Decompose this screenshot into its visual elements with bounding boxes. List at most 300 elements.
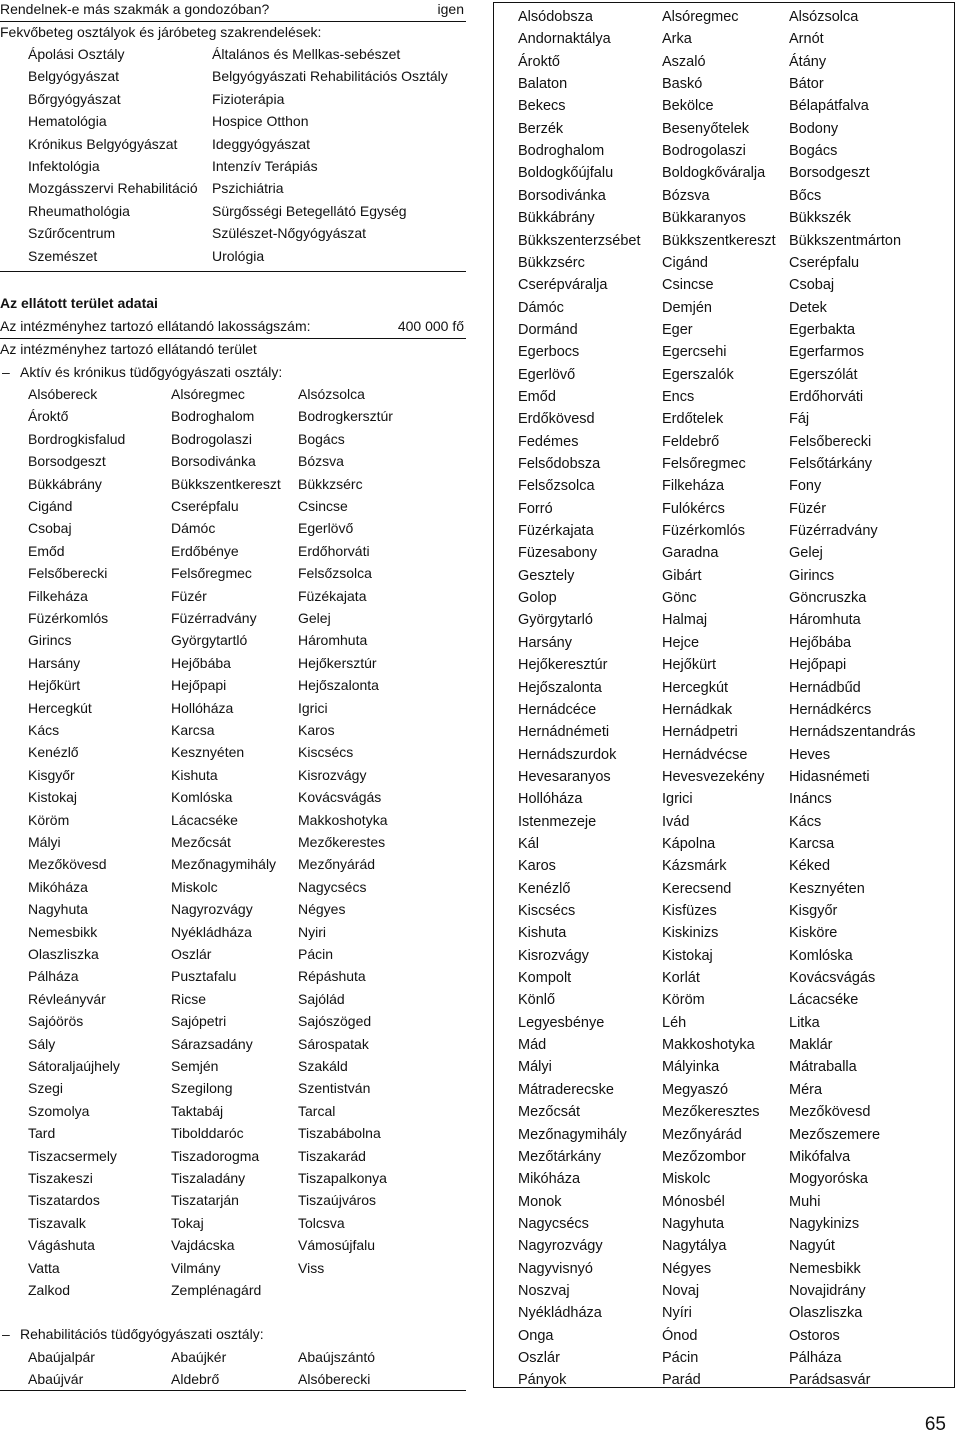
table-row [494,140,954,162]
list-item: Sárospatak [298,1035,369,1052]
list-item: Borsodgeszt [28,453,106,470]
list-item: Mezőzombor [662,1148,746,1165]
list-item: Feldebrő [662,433,720,450]
list-item: Mezőtárkány [518,1148,602,1165]
list-item: Mezőkövesd [28,856,107,873]
table-row [494,1369,954,1391]
list-item: Felsőzsolca [518,478,595,495]
list-item: Komlóska [171,789,233,806]
dash: – [2,364,10,380]
list-item: Hollóháza [518,791,583,808]
list-item: Hernádszentandrás [789,724,916,741]
list-item: Füzérradvány [789,523,878,540]
list-item: Megyaszó [662,1081,729,1098]
list-item: Mónosbél [662,1193,725,1210]
list-item: Szegi [28,1080,64,1097]
list-item: Bátor [789,76,824,93]
list-item: Mezőcsát [518,1104,581,1121]
list-item: Ónod [662,1327,698,1344]
table-row [494,855,954,877]
list-item: Bogács [298,430,345,447]
list-item: Szomolya [28,1102,90,1119]
list-item: Fulókércs [662,500,725,517]
active-label: Aktív és krónikus tüdőgyógyászati osztály: [20,364,283,380]
list-item: Alsózsolca [789,9,859,25]
list-item: Fedémes [518,433,579,450]
list-item: Sárazsadány [171,1035,253,1052]
list-item: Borsodivánka [518,187,606,204]
list-item: Felsőregmec [662,456,746,472]
list-item: Felsőberecki [28,565,108,582]
list-item: Dámóc [171,520,216,537]
list-item: Tolcsva [298,1214,345,1231]
list-item: Györgytarló [518,612,593,629]
list-item: Gibárt [662,567,702,584]
list-item: Hidasnémeti [789,768,870,785]
list-item: Kisgyőr [789,903,838,919]
right-town-box [493,2,955,1388]
list-item: Mezőszemere [789,1126,881,1143]
list-item: Kiscsécs [518,903,576,919]
list-item: Fizioterápia [212,90,285,107]
list-item: Olaszliszka [28,946,99,962]
table-row [494,207,954,229]
list-item: Tiszavalk [28,1214,86,1231]
list-item: Kázsmárk [662,858,727,875]
list-item: Bőcs [789,187,822,204]
list-item: Hematológia [28,113,107,130]
list-item: Répáshuta [298,968,366,985]
list-item: Komlóska [789,947,853,964]
list-item: Nagycsécs [298,878,367,895]
list-item: Kisrozvágy [298,766,367,783]
list-item: Általános és Mellkas-sebészet [212,46,401,62]
list-item: Ináncs [789,791,832,808]
list-item: Maklár [789,1037,833,1054]
list-item: Detek [789,299,827,316]
list-item: Füzér [171,587,207,604]
list-item: Göncruszka [789,590,867,607]
list-item: Méra [789,1081,823,1098]
list-item: Alsóregmec [171,386,245,402]
list-item: Filkeháza [662,478,725,495]
list-item: Emőd [28,542,65,559]
list-item: Hernádszurdok [518,746,617,763]
table-row [494,408,954,430]
list-item: Berzék [518,120,564,137]
list-item: Kiskinizs [662,925,719,942]
list-item: Mikófalva [789,1148,851,1165]
list-item: Besenyőtelek [662,120,750,137]
table-row [494,28,954,50]
list-item: Encs [662,388,695,405]
list-item: Erdőkövesd [518,411,595,428]
list-item: Zalkod [28,1282,71,1298]
table-row [494,431,954,453]
list-item: Miskolc [662,1171,711,1188]
list-item: Egerszalók [662,366,734,383]
list-item: Urológia [212,247,265,264]
list-item: Halmaj [662,612,708,629]
table-row [494,1235,954,1257]
list-item: Erdőhorváti [298,542,370,559]
list-item: Hollóháza [171,699,234,716]
list-item: Vilmány [171,1259,221,1276]
table-row [494,677,954,699]
list-item: Boldogkőújfalu [518,165,614,182]
intro-question: Rendelnek-e más szakmák a gondozóban? [0,1,270,17]
list-item: Tiszakeszi [28,1170,93,1186]
list-item: Karos [518,858,556,875]
list-item: Vajdácska [171,1237,235,1254]
list-item: Felsődobsza [518,456,601,472]
list-item: Szemészet [28,247,98,264]
list-item: Nemesbikk [789,1260,861,1277]
list-item: Heves [789,746,831,763]
list-item: Pálháza [28,968,79,985]
list-item: Demjén [662,299,712,316]
list-item: Füzékajata [298,587,367,604]
list-item: Háromhuta [298,632,368,649]
list-item: Cserépfalu [171,498,239,514]
list-item: Felsőtárkány [789,456,873,472]
list-item: Rheumathológia [28,202,130,219]
list-item: Hejőbába [171,654,231,671]
list-item: Tard [28,1125,56,1142]
list-item: Tiszatardos [28,1192,100,1209]
list-item: Hevesvezekény [662,768,765,785]
list-item: Nagyhuta [662,1215,725,1232]
list-item: Girincs [28,632,72,649]
list-item: Alsóberecki [298,1371,371,1388]
list-item: Noszvaj [518,1282,570,1299]
list-item: Mezőnyárád [662,1126,742,1143]
list-item: Kovácsvágás [298,789,382,806]
list-item: Taktabáj [171,1102,224,1119]
table-row [494,1012,954,1034]
list-item: Borsodivánka [171,453,256,470]
list-item: Makkoshotyka [662,1037,755,1054]
table-row [494,542,954,564]
table-row [494,989,954,1011]
list-item: Sajószöged [298,1013,372,1030]
list-item: Parádsasvár [789,1372,871,1389]
table-row [494,1258,954,1280]
list-item: Léh [662,1014,687,1031]
list-item: Szülészet-Nőgyógyászat [212,225,367,242]
list-item: Egerszólát [789,366,858,383]
list-item: Kápolna [662,835,716,852]
list-item: Csincse [298,498,348,514]
divider [0,21,466,22]
list-item: Vámosújfalu [298,1237,376,1254]
list-item: Egerbocs [518,344,580,361]
list-item: Négyes [662,1260,712,1277]
list-item: Krónikus Belgyógyászat [28,135,178,152]
list-item: Füzérkomlós [28,610,109,626]
table-row [494,252,954,274]
list-item: Mezőcsát [171,834,231,850]
list-item: Belgyógyászati Rehabilitációs Osztály [212,68,448,85]
list-item: Bodrogkersztúr [298,408,393,425]
list-item: Bélapátfalva [789,98,869,115]
list-item: Tiszakarád [298,1147,366,1164]
list-item: Hernádpetri [662,724,738,741]
list-item: Gönc [662,590,697,607]
list-item: Kishuta [518,925,567,942]
divider [0,271,466,272]
list-item: Nagyhuta [28,901,88,918]
list-item: Átány [789,53,827,70]
table-row [494,1034,954,1056]
list-item: Egerlövő [298,520,354,537]
list-item: Forró [518,500,553,517]
list-item: Mályi [28,834,61,850]
list-item: Mád [518,1037,547,1054]
list-item: Harsány [518,634,572,651]
list-item: Egerbakta [789,321,856,338]
list-item: Bodrogolaszi [171,430,252,447]
list-item: Kisgyőr [28,766,75,783]
list-item: Kács [28,722,60,738]
table-row [494,1124,954,1146]
table-row [494,1101,954,1123]
list-item: Kisköre [789,925,838,942]
list-item: Bodroghalom [171,408,255,425]
list-item: Kenézlő [28,744,79,761]
list-item: Mezőkövesd [789,1104,871,1121]
list-item: Mátraballa [789,1059,857,1076]
list-item: Harsány [28,654,81,671]
list-item: Novajidrány [789,1282,866,1299]
list-item: Aszaló [662,53,706,70]
table-row [494,51,954,73]
list-item: Szűrőcentrum [28,225,116,242]
list-item: Mezőkerestes [298,834,386,850]
list-item: Sály [28,1035,56,1052]
list-item: Lácacséke [789,992,859,1009]
list-item: Gelej [789,545,823,562]
table-row [494,386,954,408]
table-row [494,654,954,676]
list-item: Sátoraljaújhely [28,1058,120,1074]
list-item: Csincse [662,277,714,294]
list-item: Bükkszentkereszt [662,232,776,249]
list-item: Pusztafalu [171,968,237,985]
list-item: Infektológia [28,158,100,174]
list-item: Oszlár [518,1350,560,1366]
list-item: Könlő [518,992,556,1009]
list-item: Pálháza [789,1350,842,1366]
table-row [494,297,954,319]
list-item: Hejőkürt [662,657,716,674]
list-item: Monok [518,1193,562,1210]
list-item: Mezőnagymihály [171,856,277,873]
divider [0,338,466,339]
list-item: Hejőkersztúr [298,654,377,671]
list-item: Bekecs [518,98,566,115]
list-item: Alsózsolca [298,386,365,402]
list-item: Bózsva [298,453,344,470]
list-item: Egerlövő [518,366,576,383]
list-item: Arka [662,31,692,48]
table-row [494,118,954,140]
list-item: Hernádvécse [662,746,748,763]
list-item: Pácin [298,946,334,962]
list-item: Baskó [662,76,703,93]
list-item: Mályi [518,1059,552,1076]
table-row [494,498,954,520]
table-row [494,967,954,989]
list-item: Abaújszántó [298,1349,376,1365]
list-item: Tiszabábolna [298,1125,381,1142]
list-item: Ostoros [789,1327,840,1344]
list-item: Olaszliszka [789,1305,863,1322]
list-item: Viss [298,1259,325,1276]
list-item: Tiszaújváros [298,1192,377,1209]
list-item: Tiszaladány [171,1170,246,1186]
list-item: Hejőkürt [28,677,81,694]
list-item: Négyes [298,901,346,918]
list-item: Hercegkút [662,679,729,696]
list-item: Cigánd [28,498,73,514]
list-item: Bodony [789,120,839,137]
list-item: Felsőzsolca [298,565,372,582]
list-item: Mezőnagymihály [518,1126,627,1143]
list-item: Kistokaj [28,789,78,806]
list-item: Mályinka [662,1059,720,1076]
table-row [494,788,954,810]
table-row [494,1146,954,1168]
table-row [494,945,954,967]
intro-answer: igen [437,1,464,17]
table-row [494,1079,954,1101]
list-item: Bükkszentmárton [789,232,902,249]
list-item: Karcsa [789,835,835,852]
divider [0,1390,466,1391]
list-item: Erdőbénye [171,542,239,559]
list-item: Belgyógyászat [28,68,120,85]
list-item: Tiszatarján [171,1192,239,1209]
list-item: Bükkszentkereszt [171,475,281,492]
table-row [494,1302,954,1324]
intro-row [0,0,466,18]
wards-heading: Fekvőbeteg osztályok és járóbeteg szakrendelések: [0,24,322,40]
list-item: Hernádcéce [518,701,597,718]
population-label: Az intézményhez tartozó ellátandó lakosságszám: [0,318,311,334]
list-item: Bükkábrány [28,475,102,492]
list-item: Köröm [28,811,70,828]
table-row [494,1325,954,1347]
list-item: Kisrozvágy [518,947,589,964]
list-item: Szakáld [298,1058,348,1074]
list-item: Kisfüzes [662,903,717,919]
list-item: Cserépváralja [518,277,608,294]
list-item: Bodrogolaszi [662,143,746,160]
table-row [494,833,954,855]
list-item: Ideggyógyászat [212,135,311,152]
list-item: Istenmezeje [518,813,597,830]
list-item: Litka [789,1014,820,1031]
table-row [494,565,954,587]
list-item: Nagycsécs [518,1215,589,1232]
table-row [494,73,954,95]
list-item: Cigánd [662,254,708,271]
table-row [494,274,954,296]
list-item: Mogyoróska [789,1171,868,1188]
list-item: Hejőpapi [171,677,227,694]
area-title: Az ellátott terület adatai [0,295,158,311]
table-row [494,922,954,944]
list-item: Bükkszék [789,210,852,227]
list-item: Pányok [518,1372,567,1389]
list-item: Kompolt [518,970,572,987]
table-row [494,95,954,117]
list-item: Filkeháza [28,587,88,604]
list-item: Igrici [298,699,328,716]
list-item: Bőrgyógyászat [28,90,121,107]
list-item: Emőd [518,388,556,405]
list-item: Garadna [662,545,719,562]
list-item: Hejőszalonta [298,677,379,694]
list-item: Vatta [28,1259,60,1276]
list-item: Muhi [789,1193,821,1210]
list-item: Erdőhorváti [789,388,864,405]
list-item: Köröm [662,992,705,1009]
table-row [494,341,954,363]
list-item: Nagyvisnyó [518,1260,593,1277]
list-item: Sürgősségi Betegellátó Egység [212,202,407,219]
table-row [494,1347,954,1369]
list-item: Mikóháza [28,878,88,895]
list-item: Abaújkér [171,1349,227,1365]
list-item: Nagykinizs [789,1215,860,1232]
list-item: Karcsa [171,722,215,738]
list-item: Dámóc [518,299,564,316]
list-item: Hospice Otthon [212,113,309,130]
list-item: Sajópetri [171,1013,227,1030]
table-row [494,1191,954,1213]
list-item: Sajólád [298,990,345,1007]
list-item: Miskolc [171,878,218,895]
list-item: Hernádkércs [789,701,872,718]
table-row [494,1056,954,1078]
list-item: Makkoshotyka [298,811,388,828]
list-item: Nyékládháza [518,1305,602,1322]
list-item: Kesznyéten [789,880,865,897]
list-item: Abaújalpár [28,1349,95,1365]
dash: – [2,1326,10,1342]
list-item: Bükkzsérc [518,254,585,271]
table-row [494,766,954,788]
table-row [494,699,954,721]
list-item: Füzérkajata [518,523,594,540]
table-row [494,744,954,766]
table-row [494,475,954,497]
list-item: Füzér [789,500,827,517]
list-item: Cserépfalu [789,254,860,271]
list-item: Bózsva [662,187,710,204]
table-row [494,632,954,654]
list-item: Parád [662,1372,701,1389]
list-item: Fáj [789,411,810,428]
list-item: Tarcal [298,1102,336,1119]
list-item: Mikóháza [518,1171,581,1188]
list-item: Nagyút [789,1238,835,1255]
list-item: Balaton [518,76,568,93]
list-item: Hercegkút [28,699,92,716]
list-item: Kács [789,813,822,830]
